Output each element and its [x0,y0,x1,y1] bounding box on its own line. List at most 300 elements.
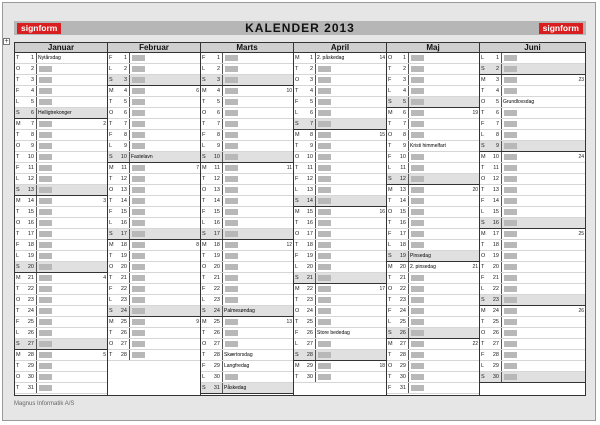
day-row[interactable] [108,207,200,218]
day-row[interactable] [294,273,386,284]
day-number: 13 [27,187,34,193]
day-row[interactable] [480,75,585,86]
day-row[interactable] [294,328,386,339]
day-row[interactable] [15,218,107,229]
day-row[interactable] [387,383,479,394]
day-row[interactable] [15,174,107,185]
weekday-letter: O [481,176,486,182]
day-row[interactable] [108,185,200,196]
week-number: 9 [196,319,199,325]
weekday-letter: O [388,132,393,138]
day-row[interactable] [387,251,479,262]
row-divider [129,251,130,261]
day-row[interactable] [294,218,386,229]
day-row[interactable] [480,119,585,130]
day-row[interactable] [108,328,200,339]
day-row[interactable] [15,229,107,240]
placeholder-block [411,176,424,182]
day-row[interactable] [294,185,386,196]
weekday-letter: O [16,66,21,72]
day-row[interactable] [201,295,293,306]
day-row[interactable] [294,97,386,108]
day-row[interactable] [108,53,200,64]
day-row[interactable] [108,141,200,152]
day-row[interactable] [108,251,200,262]
day-row[interactable] [294,119,386,130]
day-row[interactable] [294,262,386,273]
day-row[interactable] [480,174,585,185]
day-row[interactable] [201,196,293,207]
day-row[interactable] [108,350,200,361]
weekday-letter: T [295,66,299,72]
weekday-letter: F [16,242,20,248]
day-row[interactable] [294,152,386,163]
day-row[interactable] [201,262,293,273]
day-row[interactable] [480,317,585,328]
weekday-letter: T [388,352,392,358]
day-row[interactable] [294,284,386,295]
day-number: 6 [123,110,127,116]
day-number: 23 [306,297,313,303]
day-row[interactable] [387,130,479,141]
day-number: 15 [399,209,406,215]
day-row[interactable] [387,240,479,251]
day-row[interactable] [201,229,293,240]
day-row[interactable] [480,251,585,262]
day-number: 22 [492,286,499,292]
day-row[interactable] [108,152,200,163]
day-row[interactable] [15,361,107,372]
day-row[interactable] [201,361,293,372]
day-number: 6 [309,110,313,116]
day-number: 26 [399,330,406,336]
placeholder-block [39,231,52,237]
day-number: 11 [307,165,313,171]
day-row[interactable] [387,273,479,284]
row-divider [222,185,223,195]
day-row[interactable] [387,262,479,273]
day-row[interactable] [15,119,107,130]
day-row[interactable] [480,361,585,372]
day-row[interactable] [201,317,293,328]
placeholder-block [132,275,145,281]
weekday-letter: M [109,165,114,171]
row-divider [501,273,502,283]
day-row[interactable] [480,185,585,196]
day-number: 25 [492,319,499,325]
day-row[interactable] [201,185,293,196]
day-number: 17 [399,231,406,237]
placeholder-block [225,99,238,105]
day-number: 22 [306,286,313,292]
placeholder-block [411,55,424,61]
row-divider [408,196,409,206]
day-number: 11 [214,165,220,171]
weekday-letter: F [202,363,206,369]
day-row[interactable] [15,75,107,86]
weekday-letter: M [16,275,21,281]
day-row[interactable] [15,185,107,196]
day-row[interactable] [480,97,585,108]
day-row[interactable] [294,306,386,317]
day-row[interactable] [387,141,479,152]
row-divider [129,97,130,107]
day-row[interactable] [294,75,386,86]
day-row[interactable] [201,174,293,185]
day-row[interactable] [480,240,585,251]
day-row[interactable] [294,207,386,218]
weekday-letter: F [16,165,20,171]
placeholder-block [318,341,331,347]
weekday-letter: L [202,220,206,226]
day-number: 17 [213,231,220,237]
month-header: Januar [15,43,107,53]
day-row[interactable] [387,185,479,196]
weekday-letter: S [16,341,20,347]
day-row[interactable] [15,317,107,328]
day-row[interactable] [108,284,200,295]
day-number: 23 [27,297,34,303]
day-number: 4 [123,88,127,94]
day-row[interactable] [108,75,200,86]
day-number: 19 [399,253,406,259]
day-row[interactable] [201,130,293,141]
day-row[interactable] [108,130,200,141]
week-number: 25 [578,231,584,237]
day-row[interactable] [108,339,200,350]
day-row[interactable] [387,174,479,185]
day-row[interactable] [387,339,479,350]
placeholder-block [225,330,238,336]
weekday-letter: O [109,110,114,116]
day-row[interactable] [480,372,585,383]
day-row[interactable] [201,218,293,229]
day-row[interactable] [201,75,293,86]
day-row[interactable] [15,141,107,152]
day-row[interactable] [201,119,293,130]
day-number: 28 [213,352,220,358]
row-divider [222,196,223,206]
day-row[interactable] [294,163,386,174]
day-row[interactable] [387,119,479,130]
weekday-letter: T [202,275,206,281]
day-row[interactable] [480,229,585,240]
day-number: 25 [306,319,313,325]
day-row[interactable] [201,163,293,174]
weekday-letter: M [109,88,114,94]
day-row[interactable] [108,306,200,317]
day-number: 24 [27,308,34,314]
weekday-letter: O [109,187,114,193]
day-row[interactable] [294,108,386,119]
day-row[interactable] [108,64,200,75]
day-row[interactable] [480,130,585,141]
day-row[interactable] [15,97,107,108]
row-divider [222,229,223,239]
day-row[interactable] [15,262,107,273]
day-row[interactable] [15,240,107,251]
day-number: 16 [492,220,499,226]
day-row[interactable] [294,196,386,207]
day-row[interactable] [387,64,479,75]
day-number: 24 [492,308,499,314]
day-row[interactable] [201,53,293,64]
day-row[interactable] [108,163,200,174]
day-number: 1 [123,55,127,61]
day-row[interactable] [15,339,107,350]
row-divider [36,119,37,129]
placeholder-block [411,363,424,369]
row-divider [222,240,223,250]
day-row[interactable] [387,196,479,207]
day-row[interactable] [108,229,200,240]
row-divider [315,372,316,382]
day-row[interactable] [15,207,107,218]
day-number: 18 [492,242,499,248]
day-row[interactable] [294,317,386,328]
day-row[interactable] [387,372,479,383]
placeholder-block [39,352,52,358]
day-row[interactable] [294,339,386,350]
weekday-letter: O [481,253,486,259]
day-row[interactable] [294,64,386,75]
placeholder-block [39,66,52,72]
row-divider [129,196,130,206]
day-number: 7 [30,121,34,127]
day-row[interactable] [201,240,293,251]
day-row[interactable] [108,196,200,207]
row-divider [36,328,37,338]
day-row[interactable] [201,273,293,284]
day-row[interactable] [480,108,585,119]
day-row[interactable] [108,273,200,284]
day-row[interactable] [15,53,107,64]
day-row[interactable] [108,174,200,185]
day-row[interactable] [387,108,479,119]
day-number: 15 [213,209,220,215]
day-row[interactable] [201,251,293,262]
day-row[interactable] [294,130,386,141]
day-row[interactable] [108,97,200,108]
weekday-letter: T [388,220,392,226]
day-row[interactable] [480,141,585,152]
day-row[interactable] [201,152,293,163]
weekday-letter: M [202,242,207,248]
day-row[interactable] [294,372,386,383]
day-row[interactable] [15,328,107,339]
day-number: 2 [402,66,406,72]
day-number: 9 [30,143,34,149]
weekday-letter: O [202,187,207,193]
weekday-letter: S [481,374,485,380]
day-row[interactable] [480,163,585,174]
day-row[interactable] [108,262,200,273]
row-divider [36,64,37,74]
day-row[interactable] [201,108,293,119]
day-row[interactable] [480,273,585,284]
placeholder-block [318,176,331,182]
day-number: 12 [306,176,313,182]
day-number: 7 [402,121,406,127]
day-row[interactable] [108,86,200,97]
weekday-letter: S [16,264,20,270]
day-row[interactable] [387,284,479,295]
weekday-letter: L [16,253,20,259]
day-row[interactable] [201,372,293,383]
placeholder-block [318,209,331,215]
weekday-letter: T [295,143,299,149]
day-row[interactable] [15,196,107,207]
day-row[interactable] [15,108,107,119]
day-row[interactable] [480,86,585,97]
day-row[interactable] [15,130,107,141]
row-divider [408,75,409,85]
day-row[interactable] [15,372,107,383]
day-row[interactable] [15,152,107,163]
day-row[interactable] [480,152,585,163]
day-number: 24 [399,308,406,314]
day-number: 30 [306,374,313,380]
row-divider [129,284,130,294]
day-row[interactable] [480,196,585,207]
day-row[interactable] [15,163,107,174]
day-row[interactable] [201,339,293,350]
day-row[interactable] [480,350,585,361]
day-row[interactable] [108,295,200,306]
day-number: 30 [492,374,499,380]
day-row[interactable] [387,295,479,306]
weekday-letter: T [481,110,485,116]
day-row[interactable] [15,350,107,361]
day-row[interactable] [108,240,200,251]
day-number: 11 [121,165,127,171]
day-number: 13 [213,187,220,193]
day-number: 10 [120,154,127,160]
day-row[interactable] [387,317,479,328]
day-row[interactable] [387,207,479,218]
weekday-letter: S [295,198,299,204]
page-title: KALENDER 2013 [245,21,355,35]
day-row[interactable] [480,262,585,273]
day-row[interactable] [387,218,479,229]
day-row[interactable] [294,251,386,262]
day-row[interactable] [294,240,386,251]
weekday-letter: S [109,308,113,314]
row-divider [222,174,223,184]
day-number: 21 [399,275,406,281]
day-row[interactable] [15,64,107,75]
weekday-letter: M [481,77,486,83]
day-row[interactable] [201,328,293,339]
day-row[interactable] [294,53,386,64]
day-row[interactable] [108,317,200,328]
day-row[interactable] [201,141,293,152]
day-row[interactable] [201,86,293,97]
day-row[interactable] [480,306,585,317]
placeholder-block [225,231,238,237]
day-row[interactable] [201,350,293,361]
day-number: 1 [30,55,34,61]
day-row[interactable] [387,75,479,86]
day-row[interactable] [480,339,585,350]
day-row[interactable] [201,207,293,218]
row-divider [129,240,130,250]
day-row[interactable] [294,361,386,372]
day-row[interactable] [294,174,386,185]
row-divider [129,86,130,96]
weekday-letter: S [202,154,206,160]
day-row[interactable] [387,53,479,64]
day-row[interactable] [480,295,585,306]
day-row[interactable] [201,306,293,317]
day-number: 14 [213,198,220,204]
day-row[interactable] [480,207,585,218]
day-row[interactable] [387,361,479,372]
day-row[interactable] [15,284,107,295]
day-row[interactable] [387,163,479,174]
row-divider [315,75,316,85]
day-row[interactable] [201,64,293,75]
day-row[interactable] [294,141,386,152]
day-row[interactable] [387,350,479,361]
placeholder-block [411,187,424,193]
day-row[interactable] [15,273,107,284]
day-row[interactable] [108,108,200,119]
placeholder-block [39,275,52,281]
row-divider [315,350,316,360]
day-number: 23 [399,297,406,303]
row-divider [408,86,409,96]
day-row[interactable] [294,229,386,240]
day-row[interactable] [15,295,107,306]
row-divider [129,174,130,184]
weekday-letter: S [388,330,392,336]
day-row[interactable] [480,53,585,64]
day-row[interactable] [387,86,479,97]
day-row[interactable] [108,119,200,130]
day-row[interactable] [15,383,107,394]
weekday-letter: T [16,308,20,314]
day-row[interactable] [294,86,386,97]
day-number: 26 [306,330,313,336]
day-row[interactable] [387,97,479,108]
placeholder-block [132,99,145,105]
day-row[interactable] [480,218,585,229]
weekday-letter: F [202,286,206,292]
day-row[interactable] [480,328,585,339]
placeholder-block [39,187,52,193]
day-row[interactable] [387,328,479,339]
day-row[interactable] [201,284,293,295]
placeholder-block [411,319,424,325]
day-row[interactable] [108,218,200,229]
day-row[interactable] [201,383,293,394]
day-row[interactable] [15,306,107,317]
day-row[interactable] [387,229,479,240]
day-row[interactable] [294,350,386,361]
day-row[interactable] [201,97,293,108]
day-number: 23 [213,297,220,303]
placeholder-block [411,341,424,347]
day-row[interactable] [294,295,386,306]
day-row[interactable] [480,284,585,295]
day-row[interactable] [387,152,479,163]
day-row[interactable] [480,64,585,75]
day-row[interactable] [15,86,107,97]
day-row[interactable] [387,306,479,317]
day-row[interactable] [15,251,107,262]
expand-icon[interactable]: + [4,38,9,45]
